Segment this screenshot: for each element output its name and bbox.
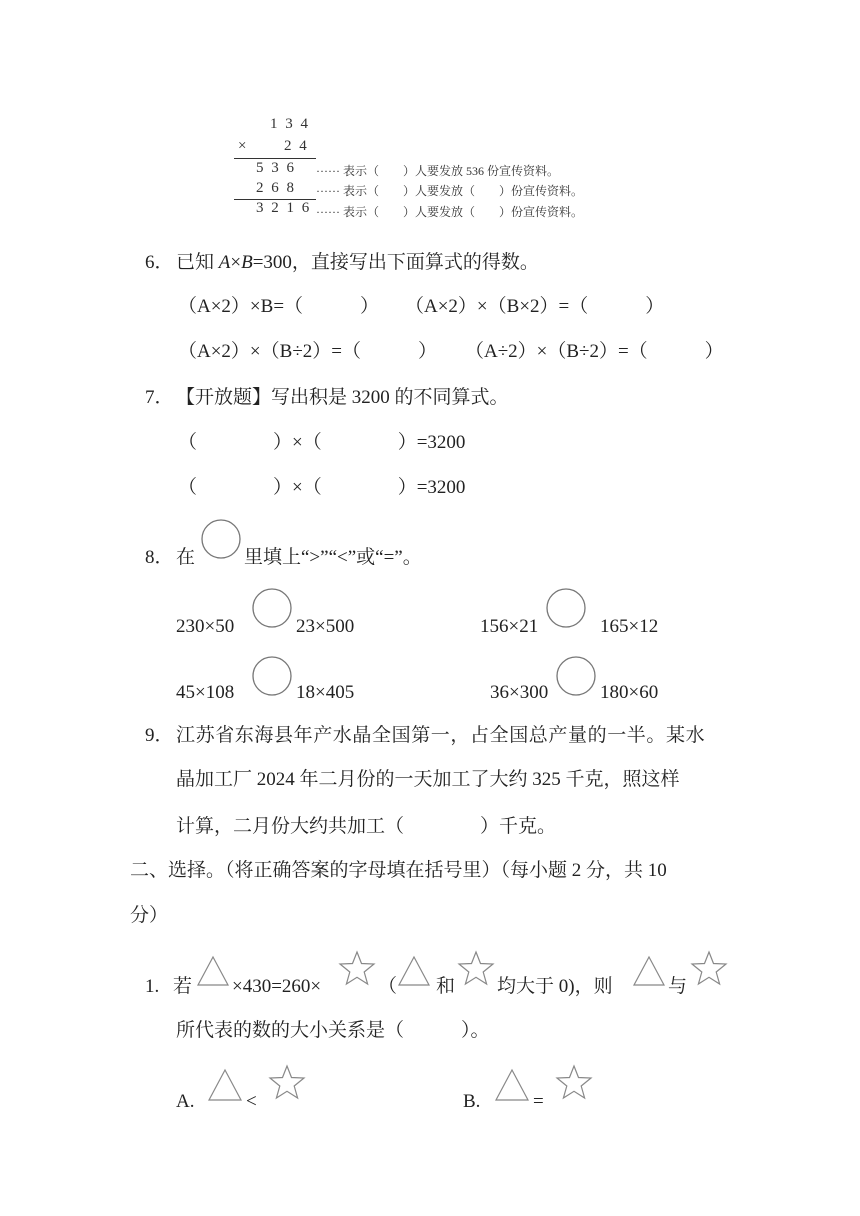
q9-number: 9． xyxy=(145,725,174,746)
option-a-label[interactable]: A. xyxy=(176,1091,195,1112)
triangle-icon xyxy=(397,955,431,987)
q8-number: 8． xyxy=(145,547,174,568)
q9-line-2: 晶加工厂 2024 年二月份的一天加工了大约 325 千克，照这样 xyxy=(176,769,680,790)
star-icon xyxy=(690,950,728,986)
star-icon xyxy=(338,950,376,986)
partial-product-2-note: ······ 表示（ ）人要发放（ ）份宣传资料。 xyxy=(316,184,583,198)
star-icon xyxy=(457,950,495,986)
triangle-icon xyxy=(632,955,666,987)
s2q1-gt0: 均大于 0)，则 xyxy=(497,976,613,997)
times-sign: × xyxy=(238,138,247,154)
q7-stem: 【开放题】写出积是 3200 的不同算式。 xyxy=(176,387,509,408)
q8-pair-1-right: 23×500 xyxy=(296,616,355,637)
s2q1-number: 1. xyxy=(145,976,160,997)
q8-stem-post: 里填上“>”“<”或“=”。 xyxy=(244,547,422,568)
s2q1-he: 和 xyxy=(436,976,456,997)
q8-pair-2-left: 156×21 xyxy=(480,616,539,637)
star-icon xyxy=(555,1064,593,1100)
triangle-icon xyxy=(196,955,230,987)
q6-expr-4: （A÷2）×（B÷2）=（ ） xyxy=(465,341,724,362)
q7-blank-1: （ ）×（ ）=3200 xyxy=(178,432,466,453)
q6-stem: 已知 A×B=300，直接写出下面算式的得数。 xyxy=(176,252,539,273)
partial-product-1-note: ······ 表示（ ）人要发放 536 份宣传资料。 xyxy=(316,164,559,178)
q8-pair-3-right: 18×405 xyxy=(296,682,355,703)
s2q1-ruo: 若 xyxy=(173,976,193,997)
final-product: 3 2 1 6 xyxy=(256,200,312,216)
s2q1-mult: ×430=260× xyxy=(232,976,322,997)
q9-line-3: 计算，二月份大约共加工（ ）千克。 xyxy=(176,816,557,837)
q8-pair-1-left: 230×50 xyxy=(176,616,235,637)
option-b-symbol: = xyxy=(533,1091,544,1112)
partial-product-2: 2 6 8 xyxy=(256,180,296,196)
partial-product-1: 5 3 6 xyxy=(256,160,296,176)
star-icon xyxy=(268,1064,306,1100)
s2q1-paren: （ xyxy=(378,976,398,997)
q8-pair-4-right: 180×60 xyxy=(600,682,659,703)
s2q1-line-2: 所代表的数的大小关系是（ ）。 xyxy=(176,1020,490,1041)
circle-blank-icon[interactable] xyxy=(545,587,587,629)
q8-pair-2-right: 165×12 xyxy=(600,616,659,637)
q6-expr-2: （A×2）×（B×2）=（ ） xyxy=(405,296,665,317)
q6-number: 6． xyxy=(145,252,174,273)
q6-expr-3: （A×2）×（B÷2）=（ ） xyxy=(178,341,437,362)
triangle-icon xyxy=(207,1068,243,1102)
q9-line-1: 江苏省东海县年产水晶全国第一，占全国总产量的一半。某水 xyxy=(176,725,706,746)
circle-blank-icon[interactable] xyxy=(251,655,293,697)
mult-line-1 xyxy=(234,158,316,159)
q6-expr-1: （A×2）×B=（ ） xyxy=(178,296,380,317)
final-product-note: ······ 表示（ ）人要发放（ ）份宣传资料。 xyxy=(316,205,583,219)
q7-blank-2: （ ）×（ ）=3200 xyxy=(178,477,466,498)
q8-pair-4-left: 36×300 xyxy=(490,682,549,703)
q8-stem-pre: 在 xyxy=(176,547,196,568)
q7-number: 7． xyxy=(145,387,174,408)
option-b-label[interactable]: B. xyxy=(463,1091,481,1112)
circle-blank-icon xyxy=(200,518,242,560)
circle-blank-icon[interactable] xyxy=(251,587,293,629)
triangle-icon xyxy=(494,1068,530,1102)
q8-pair-3-left: 45×108 xyxy=(176,682,235,703)
multiplier: 2 4 xyxy=(284,138,309,154)
section-2-line-1: 二、选择。（将正确答案的字母填在括号里）（每小题 2 分，共 10 xyxy=(130,860,667,881)
s2q1-yu: 与 xyxy=(668,976,688,997)
circle-blank-icon[interactable] xyxy=(555,655,597,697)
section-2-line-2: 分） xyxy=(130,905,169,926)
multiplicand: 1 3 4 xyxy=(270,116,310,132)
option-a-symbol: < xyxy=(246,1091,257,1112)
